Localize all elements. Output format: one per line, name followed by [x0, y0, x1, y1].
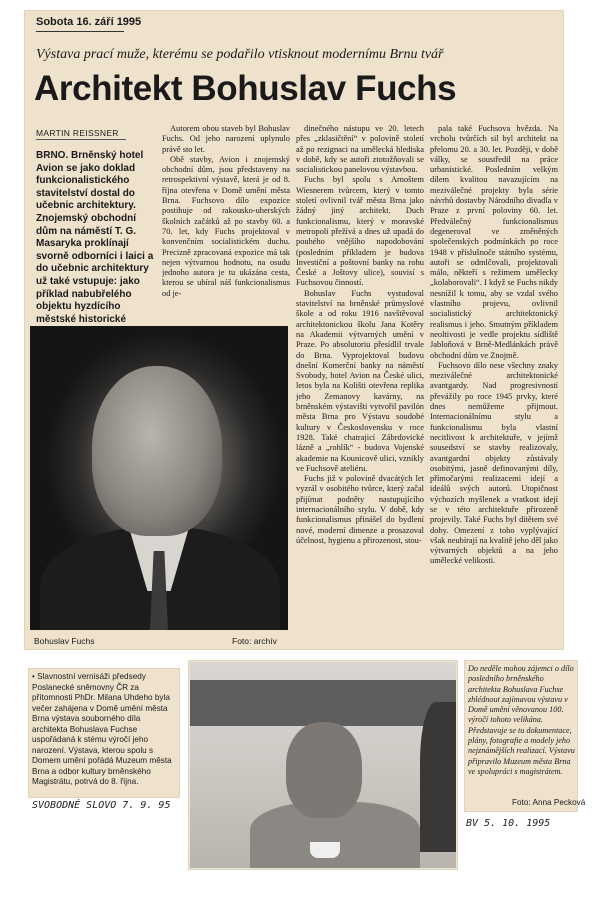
paragraph: Fuchs již v polovině dvacátých let vyzrál v osobitého tvůrce, který začal přijímat podněty nastupujícího internacionálního stylu. V době, kdy funkcionalismus přinášel do bydlení nové, moderní dimenze a prosazoval účelnost, hygienu a přirozenost, stou- — [296, 474, 424, 545]
kicker: Výstava prací muže, kterému se podařilo vtisknout modernímu Brnu tvář — [36, 47, 444, 62]
handwritten-date-note: BV 5. 10. 1995 — [466, 818, 551, 829]
paragraph: pala také Fuchsova hvězda. Na vrcholu tvůrčích sil byl architekt na přelomu 20. a 30. let. Později, v době války, se soustředil na práce urbanistické. Posledním velkým dílem kvalitou navazujícím na meziválečné projekty byla série návrhů dostavby Národního divadla v Praze z první poloviny 60. let. Předválečný funkcionalismus degeneroval ve změněných společenských podmínkách po roce 1948 v příslušnoče státního systému, autoři se odmlčovali, projektovali málo, někteří s režimem umělecky „kolaborovali“. I když se Fuchs nikdy nesnížil k tomu, aby se vzdal svého vlastního projevu, ovlivnil socialistický architektonický realismus i jeho. Smutným příkladem neoltivosti je vedle projektu sídliště Jabloňová v Brně-Medlánkách právě obchodní dům ve Znojmě. — [430, 124, 558, 360]
photo-figure-head — [286, 722, 362, 818]
article-column-3 — [430, 124, 558, 646]
article-column-1 — [162, 124, 290, 320]
exhibition-photo — [190, 662, 456, 868]
portrait-photo — [30, 326, 288, 630]
right-clipping-text: Do neděle mohou zájemci o dílo posledního brněnského architekta Bohuslava Fuchse zhlédnout zajímavou výstavu v Domě umění věnovanou 100. výročí tohoto velikána. Představuje se tu dokumentace, plány, fotografie a modely jeho nejznámějších realizací. Výstavu připravilo Muzeum města Brna ve spolupráci s magistrátem. — [468, 664, 575, 776]
lead-paragraph: BRNO. Brněnský hotel Avion se jako doklad funkcionalistického stavitelství dostal do učebnic architektury. Znojemský obchodní dům na náměstí T. G. Masaryka proklínají svorně odborníci i laici a do učebnic architektury už také vstupuje: jako příklad nabubřelého objektu hyzdícího městské historické — [36, 150, 154, 325]
portrait-face — [92, 366, 222, 536]
photo-cup — [310, 842, 340, 858]
article-column-2 — [296, 124, 424, 646]
paragraph: Fuchs byl spolu s Arnoštem Wiesnerem tvůrcem, který v tomto století ovlivnil tvář města Brna jako žádný jiný architekt. Duch funkcionalismu, který v moravské metropoli přežívá a dnes už upadá do pouhého vnějšího napodobování (posledním příkladem je budova Investiční a poštovní banky na rohu České a Joštovy ulice), souvisí s Fuchsovou činností. — [296, 175, 424, 288]
byline-rule — [36, 139, 126, 140]
photo-credit: Foto: archív — [232, 636, 277, 646]
photo-banner — [190, 680, 456, 726]
right-photo-credit: Foto: Anna Pecková — [512, 798, 586, 807]
photo-side-figure — [420, 702, 456, 852]
caption-clipping-text: • Slavnostní vernisáži předsedy Poslanecké sněmovny ČR za přítomnosti PhDr. Milana Uhdeho byla večer zahájena v Domě umění města Brna výstava souborného díla architekta Bohuslava Fuchse uspořádaná k stému výročí jeho narození. Výstava, kterou spolu s Domem umění pořádá Muzeum města Brna a odbor kultury brněnského Magistrátu, potrvá do 8. října. — [32, 672, 172, 786]
paragraph: dinečného nástupu ve 20. letech přes „zklasičtění“ v polovině století až po rezignaci na umělecká hlediska v době, kdy se autoři ztotožňovali se socialistickou panelovou výstavbou. — [296, 124, 424, 175]
author-byline: MARTIN REISSNER — [36, 128, 119, 138]
handwritten-source-note: SVOBODNÉ SLOVO 7. 9. 95 — [32, 800, 171, 811]
headline: Architekt Bohuslav Fuchs — [34, 69, 457, 108]
photo-caption: Bohuslav Fuchs — [34, 636, 95, 646]
paragraph: Autorem obou staveb byl Bohuslav Fuchs. Od jeho narození uplynulo právě sto let. — [162, 124, 290, 154]
paragraph: Bohuslav Fuchs vystudoval stavitelství na brněnské průmyslové škole a od roku 1916 navštěvoval architektonickou školu Jana Kotěry na Akademii výtvarných umění v Praze. Po absolutoriu přesídlil trvale do Brna. Vyprojektoval budovu dnešní Komerční banky na náměstí Svobody, hotel Avion na České ulici, letos byla na Kolišti otevřena replika jeho Zemanovy kavárny, na brněnském výstavišti vytvořil pavilón města Brna pro Výstavu soudobé kultury v Československu v roce 1928. Také chatrajicí Zábrdovické lázně a „rohlík“ - budova Vojenské akademie na Kounicově ulici, vznikly ve Fuchsově ateliéru. — [296, 288, 424, 473]
date-underline — [36, 31, 124, 32]
paragraph: Fuchsovo dílo nese všechny znaky meziválečné architektonické avantgardy. Nad progresivností převážily po roce 1945 prvky, které dnes nemůžeme přijmout. Internacionálnímu stylu a funkcionalismu byla vlastní necitlivost k architektuře, v jejímž sousedství se stavby realizovaly, avantgardní objekty zůstávaly osobitými, jasně definovanými díly, přímočarými realizacemi idejí a ideálů svých autorů. Utopičnost výchozích myšlenek a vratkost idejí se v této architektuře přirozeně projevily. Také Fuchs byl dítětem své doby. Omezení z toho vyplývající však neubírají na kvalitě jeho děl jako výtvarných objektů a na jeho umělecké velikosti. — [430, 360, 558, 566]
issue-date: Sobota 16. září 1995 — [36, 16, 142, 28]
paragraph: Obě stavby, Avion i znojemský obchodní dům, jsou představeny na retrospektivní výstavě, která je od 8. října otevřena v Domě umění města Brna. Fuchsovo dílo expozice postihuje od rakousko-uherských školních začátků až po stavby 60. a 70. let, kdy Fuchs projektoval v konvenčním socialistickém duchu. Precizně zpracovaná expozice má tak nejen výtvarnou hodnotu, na osudu jednoho autora je tu ukázána cesta, kterou se ubíral náš funkcionalismus od je- — [162, 154, 290, 298]
